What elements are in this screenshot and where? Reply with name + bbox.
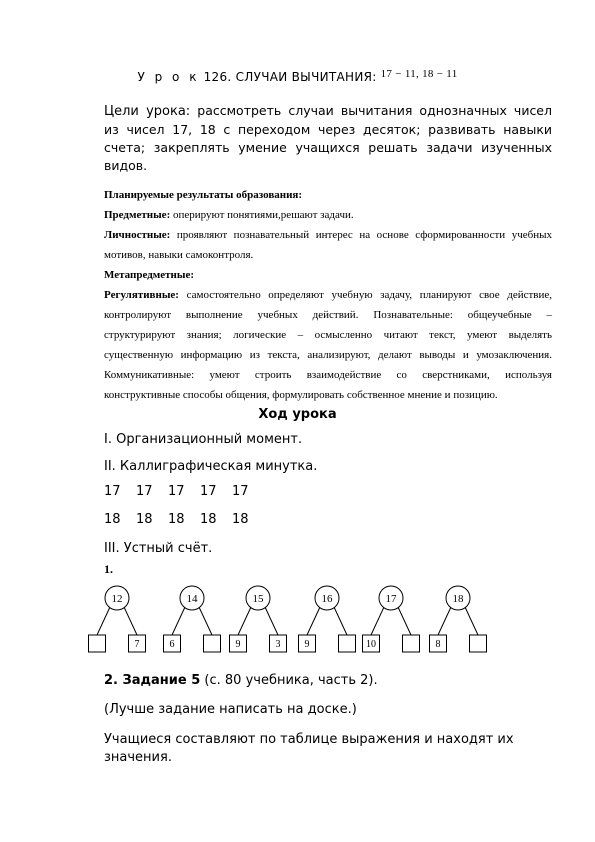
communicative-label: Коммуникативные:	[104, 369, 195, 381]
tree-right-box	[403, 635, 420, 652]
lesson-title	[0, 70, 595, 84]
digit-18: 18	[136, 512, 153, 527]
tree-top-number: 16	[321, 593, 333, 605]
meta-results	[104, 285, 552, 405]
lesson-title-main: 126. СЛУЧАИ ВЫЧИТАНИЯ:	[203, 70, 377, 84]
section-organizational: I. Организационный момент.	[104, 432, 303, 447]
tree-branch	[307, 607, 320, 635]
section-mental-arithmetic: III. Устный счёт.	[104, 541, 213, 556]
tree-top-number: 14	[186, 593, 198, 605]
personal-label: Личностные:	[104, 229, 171, 241]
tree-left-number: 8	[435, 639, 441, 650]
digit-18: 18	[200, 512, 217, 527]
tree-branch	[465, 607, 478, 635]
section-calligraphy: II. Каллиграфическая минутка.	[104, 459, 318, 474]
meta-heading: Метапредметные:	[104, 269, 195, 281]
tree-top-number: 17	[385, 593, 397, 605]
tree-branch	[199, 607, 212, 635]
digit-17: 17	[136, 484, 153, 499]
tree-right-box	[339, 635, 356, 652]
number-trees	[0, 580, 595, 660]
task-5	[104, 673, 378, 688]
tree-right-number: 7	[134, 639, 140, 650]
digit-18: 18	[168, 512, 185, 527]
tree-branch	[438, 607, 451, 635]
personal-results	[104, 225, 552, 265]
tree-top-number: 15	[252, 593, 264, 605]
tree-branch	[265, 607, 278, 635]
tree-right-number: 3	[275, 639, 281, 650]
tree-branch	[398, 607, 411, 635]
cognitive-label: Познавательные:	[373, 309, 453, 321]
tree-branch	[371, 607, 384, 635]
task5-label: 2. Задание 5	[104, 673, 201, 688]
regulatory-text: самостоятельно определяют учебную задачу, планируют свое действие, контролируют выполнение учебных действий.	[104, 289, 552, 321]
tree-left-box	[89, 635, 106, 652]
tree-branch	[124, 607, 137, 635]
tree-right-box	[470, 635, 487, 652]
digit-18: 18	[104, 512, 121, 527]
tree-left-number: 6	[169, 639, 175, 650]
tree-right-box	[204, 635, 221, 652]
tree-branch	[97, 607, 110, 635]
lesson-formula: 17 − 11, 18 − 11	[380, 68, 458, 80]
digit-17: 17	[200, 484, 217, 499]
tree-left-number: 10	[366, 639, 376, 650]
tree-top-number: 12	[111, 593, 123, 605]
cognitive-text: общеучебные – структурируют знания; логические – осмысленно читают текст, умеют выделять существенную информацию из текста, анализируют, делают выводы и умозаключения.	[104, 309, 552, 361]
lesson-goals	[104, 102, 552, 175]
digit-17: 17	[104, 484, 121, 499]
personal-text: проявляют познавательный интерес на основе сформированности учебных мотивов, навыки самоконтроля.	[104, 229, 552, 261]
lesson-word: У р о к	[137, 70, 200, 84]
goals-text: рассмотреть случаи вычитания однозначных чисел из чисел 17, 18 с переходом через десяток; развивать навыки счета; закреплять умение учащихся решать задачи изученных видов.	[104, 103, 552, 173]
calligraphy-row-17	[104, 484, 264, 499]
digit-18: 18	[232, 512, 249, 527]
calligraphy-row-18	[104, 512, 264, 527]
tree-branch	[172, 607, 185, 635]
students-instruction: Учащиеся составляют по таблице выражения и находят их значения.	[104, 732, 514, 765]
digit-17: 17	[232, 484, 249, 499]
task5-text: (с. 80 учебника, часть 2).	[204, 673, 378, 688]
tree-branch	[334, 607, 347, 635]
planned-results	[104, 185, 552, 405]
results-heading: Планируемые результаты образования:	[104, 189, 303, 201]
tree-top-number: 18	[452, 593, 464, 605]
exercise-number: 1.	[104, 562, 113, 576]
subject-results	[104, 205, 552, 225]
tree-branch	[238, 607, 251, 635]
board-note: (Лучше задание написать на доске.)	[104, 702, 357, 717]
subject-label: Предметные:	[104, 209, 171, 221]
tree-left-number: 9	[304, 639, 310, 650]
regulatory-label: Регулятивные:	[104, 289, 179, 301]
tree-left-number: 9	[235, 639, 241, 650]
communicative-text: умеют строить взаимодействие со сверстниками, используя конструктивные способы общения, формулировать собственное мнение и позицию.	[104, 369, 552, 401]
goals-label: Цели урока:	[104, 104, 191, 119]
course-title: Ход урока	[258, 407, 337, 422]
subject-text: оперируют понятиями,решают задачи.	[172, 209, 354, 221]
digit-17: 17	[168, 484, 185, 499]
